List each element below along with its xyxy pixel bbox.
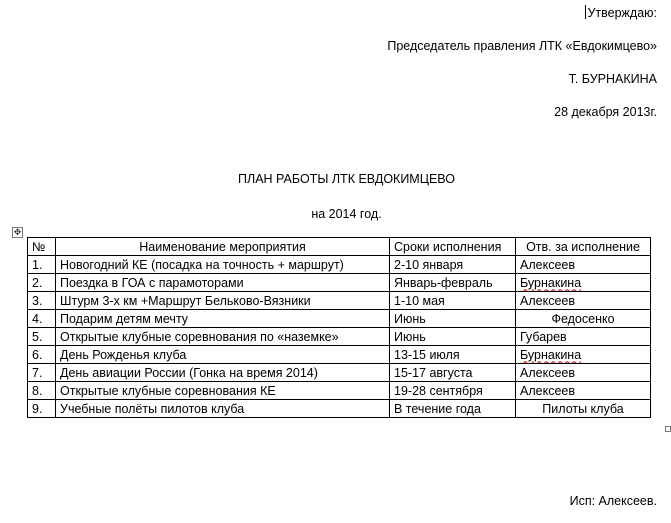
cell-name[interactable]: Новогодний КЕ (посадка на точность + маршрут) bbox=[56, 256, 390, 274]
cell-num[interactable]: 9. bbox=[28, 400, 56, 418]
cell-term[interactable]: 1-10 мая bbox=[390, 292, 516, 310]
cell-responsible[interactable]: Федосенко bbox=[516, 310, 651, 328]
plan-table bbox=[27, 237, 651, 418]
cell-responsible[interactable] bbox=[516, 346, 651, 364]
plan-subtitle: на 2014 год. bbox=[311, 207, 382, 221]
table-row bbox=[28, 400, 651, 418]
table-row bbox=[28, 346, 651, 364]
cell-name[interactable]: Подарим детям мечту bbox=[56, 310, 390, 328]
table-row bbox=[28, 256, 651, 274]
cell-num[interactable]: 6. bbox=[28, 346, 56, 364]
cell-num[interactable]: 8. bbox=[28, 382, 56, 400]
approval-position: Председатель правления ЛТК «Евдокимцево» bbox=[387, 39, 657, 53]
cell-num[interactable]: 4. bbox=[28, 310, 56, 328]
cell-name[interactable] bbox=[56, 274, 390, 292]
cell-term[interactable]: Январь-февраль bbox=[390, 274, 516, 292]
cell-num[interactable]: 7. bbox=[28, 364, 56, 382]
table-row bbox=[28, 310, 651, 328]
cell-name[interactable]: День Рожденья клуба bbox=[56, 346, 390, 364]
table-resize-handle[interactable] bbox=[665, 426, 671, 432]
cell-term[interactable]: 19-28 сентября bbox=[390, 382, 516, 400]
cell-name-text: Поездка в ГОА с парамоторами bbox=[60, 275, 244, 290]
approval-approve: Утверждаю: bbox=[587, 6, 657, 20]
cell-num[interactable]: 2. bbox=[28, 274, 56, 292]
cell-num[interactable]: 5. bbox=[28, 328, 56, 346]
table-row bbox=[28, 364, 651, 382]
cell-responsible[interactable] bbox=[516, 274, 651, 292]
cell-num[interactable]: 3. bbox=[28, 292, 56, 310]
table-row bbox=[28, 382, 651, 400]
cell-term[interactable]: 13-15 июля bbox=[390, 346, 516, 364]
cell-name[interactable]: Открытые клубные соревнования КЕ bbox=[56, 382, 390, 400]
approval-date: 28 декабря 2013г. bbox=[554, 105, 657, 119]
header-name[interactable]: Наименование мероприятия bbox=[56, 238, 390, 256]
cell-name[interactable]: Открытые клубные соревнования по «наземке» bbox=[56, 328, 390, 346]
cell-term[interactable]: Июнь bbox=[390, 328, 516, 346]
plan-title: ПЛАН РАБОТЫ ЛТК ЕВДОКИМЦЕВО bbox=[238, 172, 455, 186]
header-responsible[interactable]: Отв. за исполнение bbox=[516, 238, 651, 256]
cell-num[interactable]: 1. bbox=[28, 256, 56, 274]
cell-name[interactable]: День авиации России (Гонка на время 2014) bbox=[56, 364, 390, 382]
table-row bbox=[28, 292, 651, 310]
table-row bbox=[28, 328, 651, 346]
move-cross-icon[interactable]: ✥ bbox=[13, 227, 22, 237]
header-num[interactable]: № bbox=[28, 238, 56, 256]
cell-responsible-text: Бурнакина bbox=[520, 347, 582, 362]
cell-name[interactable]: Учебные полёты пилотов клуба bbox=[56, 400, 390, 418]
cell-responsible-text: Бурнакина bbox=[520, 275, 582, 290]
approval-signer: Т. БУРНАКИНА bbox=[568, 72, 657, 86]
cell-responsible[interactable]: Алексеев bbox=[516, 256, 651, 274]
cell-responsible[interactable]: Губарев bbox=[516, 328, 651, 346]
header-term[interactable]: Сроки исполнения bbox=[390, 238, 516, 256]
cell-term[interactable]: Июнь bbox=[390, 310, 516, 328]
cell-responsible[interactable]: Алексеев bbox=[516, 382, 651, 400]
table-row bbox=[28, 274, 651, 292]
cell-term[interactable]: 2-10 января bbox=[390, 256, 516, 274]
executor-line: Исп: Алексеев. bbox=[569, 494, 657, 508]
table-header-row bbox=[28, 238, 651, 256]
cell-term[interactable]: В течение года bbox=[390, 400, 516, 418]
cell-responsible[interactable]: Пилоты клуба bbox=[516, 400, 651, 418]
cell-name[interactable]: Штурм 3-х км +Маршрут Бельково-Вязники bbox=[56, 292, 390, 310]
cell-responsible[interactable]: Алексеев bbox=[516, 364, 651, 382]
cell-responsible[interactable]: Алексеев bbox=[516, 292, 651, 310]
cell-term[interactable]: 15-17 августа bbox=[390, 364, 516, 382]
